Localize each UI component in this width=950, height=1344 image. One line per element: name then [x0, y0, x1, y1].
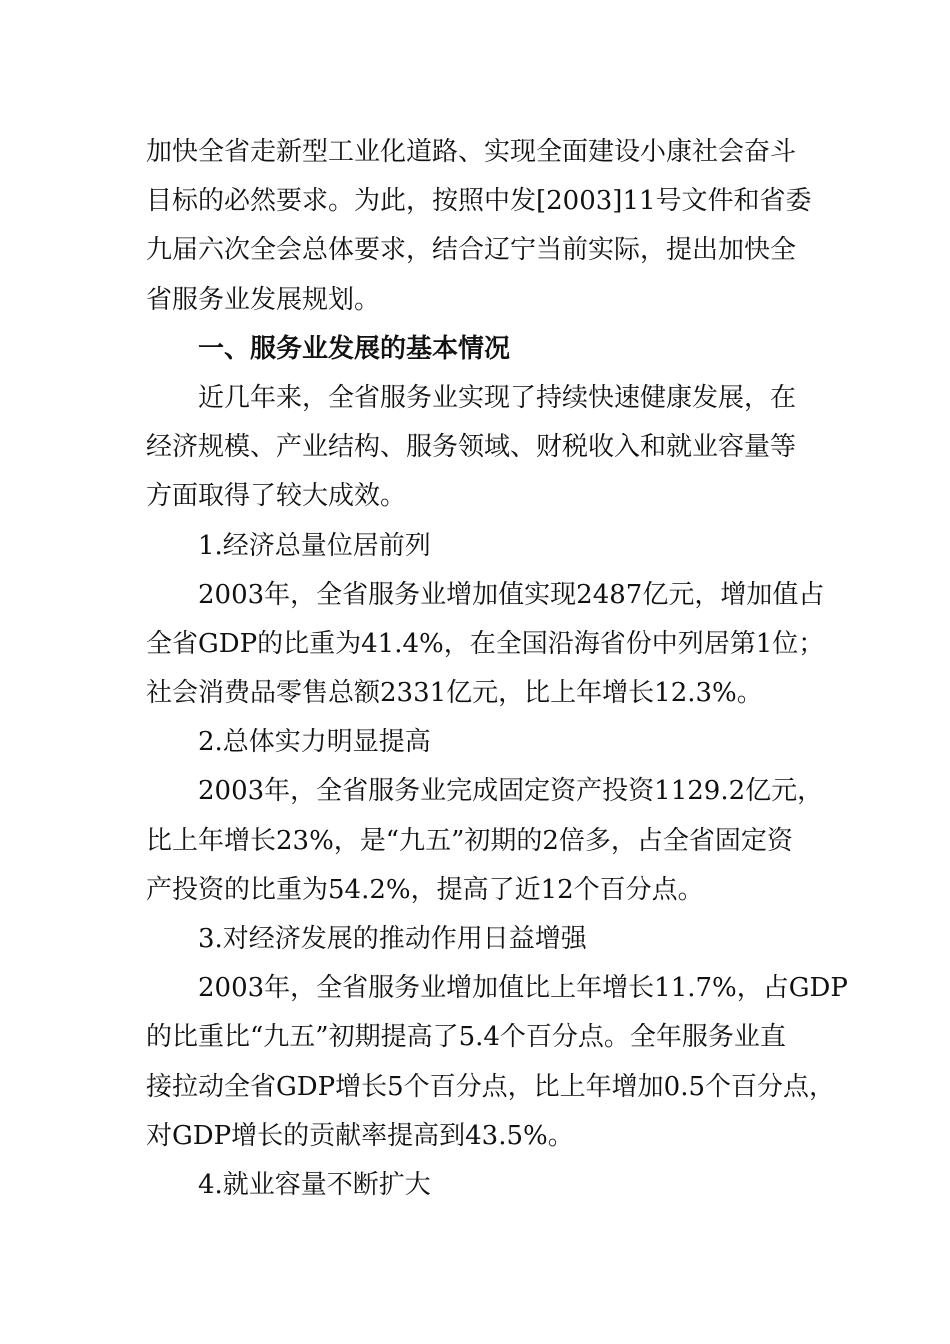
subsection-heading: 2.总体实力明显提高 [198, 727, 431, 758]
text-line: 省服务业发展规划。 [146, 284, 381, 315]
text-line: 近几年来，全省服务业实现了持续快速健康发展，在 [198, 382, 797, 413]
text-line: 九届六次全会总体要求，结合辽宁当前实际，提出加快全 [146, 235, 797, 266]
subsection-heading: 3.对经济发展的推动作用日益增强 [198, 924, 587, 954]
text-line: 2003年，全省服务业完成固定资产投资1129.2亿元， [198, 776, 824, 807]
text-line: 对GDP增长的贡献率提高到43.5%。 [146, 1120, 574, 1151]
text-line: 接拉动全省GDP增长5个百分点，比上年增加0.5个百分点， [146, 1071, 836, 1102]
text-line: 2003年，全省服务业增加值比上年增长11.7%，占GDP [198, 973, 848, 1004]
text-line: 产投资的比重为54.2%，提高了近12个百分点。 [146, 874, 704, 905]
text-line: 加快全省走新型工业化道路、实现全面建设小康社会奋斗 [146, 137, 797, 167]
subsection-heading: 4.就业容量不断扩大 [198, 1169, 431, 1200]
body-text [146, 128, 848, 1210]
text-line: 的比重比“九五”初期提高了5.4个百分点。全年服务业直 [146, 1022, 786, 1053]
text-line: 全省GDP的比重为41.4%，在全国沿海省份中列居第1位； [146, 628, 825, 659]
text-line: 2003年，全省服务业增加值实现2487亿元，增加值占 [198, 579, 825, 610]
section-heading: 一、服务业发展的基本情况 [198, 333, 511, 364]
text-line: 目标的必然要求。为此，按照中发[2003]11号文件和省委 [146, 186, 812, 217]
subsection-heading: 1.经济总量位居前列 [198, 530, 431, 561]
text-line: 社会消费品零售总额2331亿元，比上年增长12.3%。 [146, 678, 763, 709]
text-line: 方面取得了较大成效。 [146, 481, 407, 512]
text-line: 比上年增长23%，是“九五”初期的2倍多，占全省固定资 [146, 825, 793, 856]
text-line: 经济规模、产业结构、服务领域、财税收入和就业容量等 [146, 432, 797, 463]
